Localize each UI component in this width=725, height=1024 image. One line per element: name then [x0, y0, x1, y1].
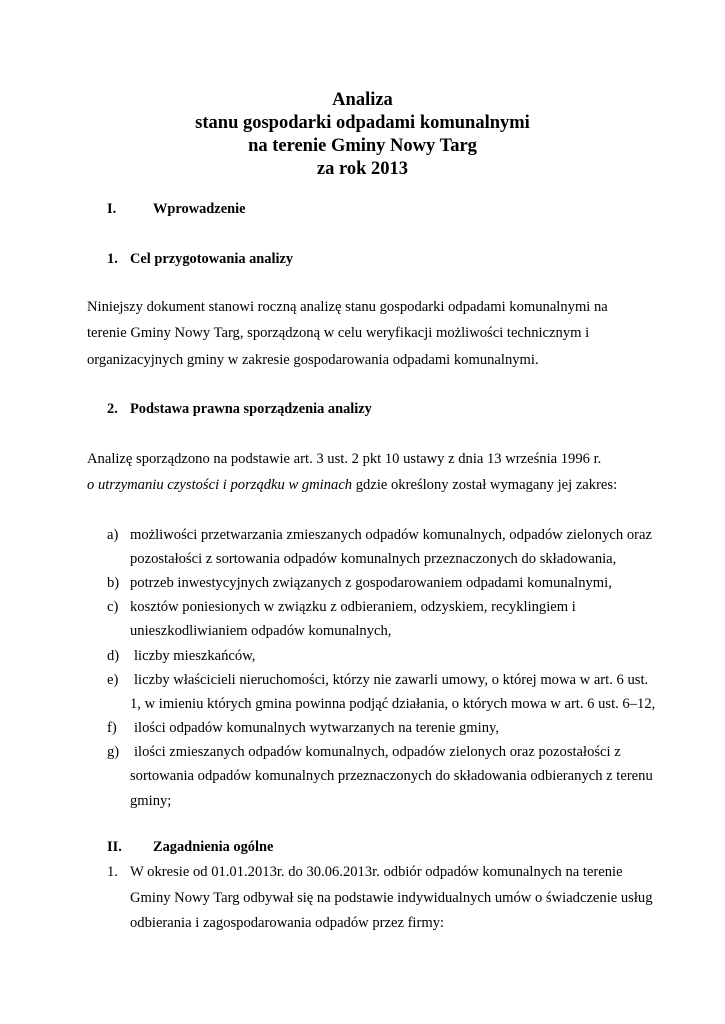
list-item-d-label: d)	[107, 648, 120, 664]
section-2-heading: Zagadnienia ogólne	[153, 839, 274, 855]
list-item-g-cont-1: sortowania odpadów komunalnych przeznaczonych do składowania odbieranych z terenu	[130, 768, 653, 784]
list-item-c-label: c)	[107, 599, 119, 615]
list-item-c-cont-1: unieszkodliwianiem odpadów komunalnych,	[130, 623, 392, 639]
list-item-g-cont-2: gminy;	[130, 793, 172, 809]
list-item-e-text: liczby właścicieli nieruchomości, którzy nie zawarli umowy, o której mowa w art. 6 ust.	[134, 672, 649, 688]
section-2-item-1-line-2: Gminy Nowy Targ odbywał się na podstawie indywidualnych umów o świadczenie usług	[130, 890, 653, 906]
paragraph-2-line-2-rest: gdzie określony został wymagany jej zakres:	[352, 477, 618, 493]
document-title-line-4: za rok 2013	[316, 159, 409, 179]
list-item-a-text: możliwości przetwarzania zmieszanych odpadów komunalnych, odpadów zielonych oraz	[130, 527, 652, 543]
section-2-item-1-number: 1.	[107, 864, 118, 880]
section-2-item-1-line-3: odbierania i zagospodarowania odpadów przez firmy:	[130, 915, 445, 931]
subsection-2-heading: Podstawa prawna sporządzenia analizy	[130, 401, 372, 417]
paragraph-2-line-2	[87, 476, 617, 494]
document-title-line-3: na terenie Gminy Nowy Targ	[248, 136, 477, 156]
document-title-line-1: Analiza	[332, 90, 393, 110]
section-2-number: II.	[107, 839, 122, 855]
law-title-italic: o utrzymaniu czystości i porządku w gminach	[87, 477, 353, 493]
list-item-a-cont-1: pozostałości z sortowania odpadów komunalnych przeznaczonych do składowania,	[130, 551, 617, 567]
list-item-f-label: f)	[107, 720, 117, 736]
list-item-b-label: b)	[107, 575, 120, 591]
section-1-heading: Wprowadzenie	[153, 201, 246, 217]
list-item-d-text: liczby mieszkańców,	[134, 648, 256, 664]
paragraph-1-line-2: terenie Gminy Nowy Targ, sporządzoną w celu weryfikacji możliwości technicznym i	[87, 325, 590, 341]
paragraph-1-line-3: organizacyjnych gminy w zakresie gospodarowania odpadami komunalnymi.	[87, 352, 539, 368]
section-1-number: I.	[107, 201, 117, 217]
section-2-item-1-line-1: W okresie od 01.01.2013r. do 30.06.2013r. odbiór odpadów komunalnych na terenie	[130, 864, 623, 880]
paragraph-1-line-1: Niniejszy dokument stanowi roczną analizę stanu gospodarki odpadami komunalnymi na	[87, 299, 608, 315]
list-item-e-cont-1: 1, w imieniu których gmina powinna podjąć działania, o których mowa w art. 6 ust. 6–12,	[130, 696, 656, 712]
paragraph-2-line-1: Analizę sporządzono na podstawie art. 3 ust. 2 pkt 10 ustawy z dnia 13 września 1996 r.	[87, 451, 602, 467]
subsection-1-number: 1.	[107, 251, 118, 267]
list-item-a-label: a)	[107, 527, 119, 543]
list-item-f-text: ilości odpadów komunalnych wytwarzanych na terenie gminy,	[134, 720, 500, 736]
list-item-c-text: kosztów poniesionych w związku z odbieraniem, odzyskiem, recyklingiem i	[130, 599, 576, 615]
list-item-b-text: potrzeb inwestycyjnych związanych z gospodarowaniem odpadami komunalnymi,	[130, 575, 612, 591]
document-title-line-2: stanu gospodarki odpadami komunalnymi	[195, 113, 530, 133]
list-item-g-text: ilości zmieszanych odpadów komunalnych, odpadów zielonych oraz pozostałości z	[134, 744, 621, 760]
subsection-2-number: 2.	[107, 401, 118, 417]
list-item-g-label: g)	[107, 744, 120, 760]
subsection-1-heading: Cel przygotowania analizy	[130, 251, 294, 267]
list-item-e-label: e)	[107, 672, 119, 688]
